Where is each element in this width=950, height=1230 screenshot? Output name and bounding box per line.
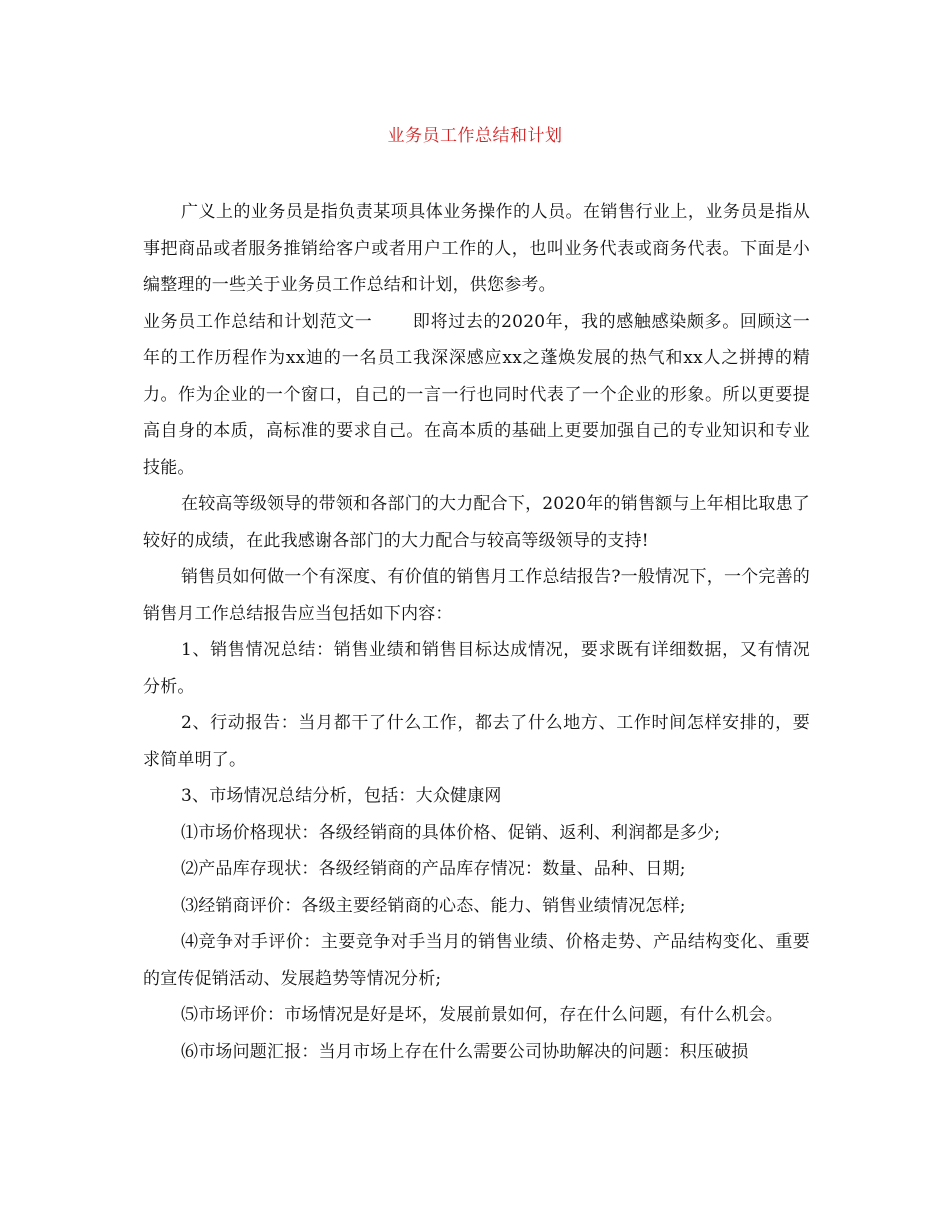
paragraph-thanks: 在较高等级领导的带领和各部门的大力配合下，2020年的销售额与上年相比取患了较好的成绩，在此我感谢各部门的大力配合与较高等级领导的支持!	[143, 494, 810, 551]
document-body	[143, 194, 810, 1070]
sub-item-5: ⑸市场评价：市场情况是好是坏，发展前景如何，存在什么问题，有什么机会。	[181, 1005, 783, 1025]
sample-text: 即将过去的2020年，我的感触感染颇多。回顾这一年的工作历程作为xx迪的一名员工我深深感应xx之蓬焕发展的热气和xx人之拼搏的精力。作为企业的一个窗口，自己的一言一行也同时代表了一个企业的形象。所以更要提高自身的本质，高标准的要求自己。在高本质的基础上更要加强自己的专业知识和专业技能。	[143, 311, 810, 478]
sub-item-6: ⑹市场问题汇报：当月市场上存在什么需要公司协助解决的问题：积压破损	[181, 1041, 749, 1062]
paragraph-intro: 广义上的业务员是指负责某项具体业务操作的人员。在销售行业上，业务员是指从事把商品或者服务推销给客户或者用户工作的人，也叫业务代表或商务代表。下面是小编整理的一些关于业务员工作总结和计划，供您参考。	[143, 202, 810, 295]
sub-item-1: ⑴市场价格现状：各级经销商的具体价格、促销、返利、利润都是多少;	[181, 822, 721, 843]
list-item-1: 1、销售情况总结：销售业绩和销售目标达成情况，要求既有详细数据，又有情况分析。	[143, 640, 810, 697]
document-title: 业务员工作总结和计划	[387, 126, 563, 146]
list-item-2: 2、行动报告：当月都干了什么工作，都去了什么地方、工作时间怎样安排的，要求简单明了。	[143, 713, 810, 770]
paragraph-sample-one	[143, 304, 810, 487]
list-item-3: 3、市场情况总结分析，包括：大众健康网	[181, 786, 502, 806]
sub-item-3: ⑶经销商评价：各级主要经销商的心态、能力、销售业绩情况怎样;	[181, 895, 686, 916]
sample-heading: 业务员工作总结和计划范文一	[143, 311, 373, 332]
sub-item-4: ⑷竞争对手评价：主要竞争对手当月的销售业绩、价格走势、产品结构变化、重要的宣传促销活动、发展趋势等情况分析;	[143, 932, 810, 989]
sub-item-2: ⑵产品库存现状：各级经销商的产品库存情况：数量、品种、日期;	[181, 859, 686, 879]
paragraph-question: 销售员如何做一个有深度、有价值的销售月工作总结报告?一般情况下，一个完善的销售月工作总结报告应当包括如下内容：	[143, 567, 810, 624]
